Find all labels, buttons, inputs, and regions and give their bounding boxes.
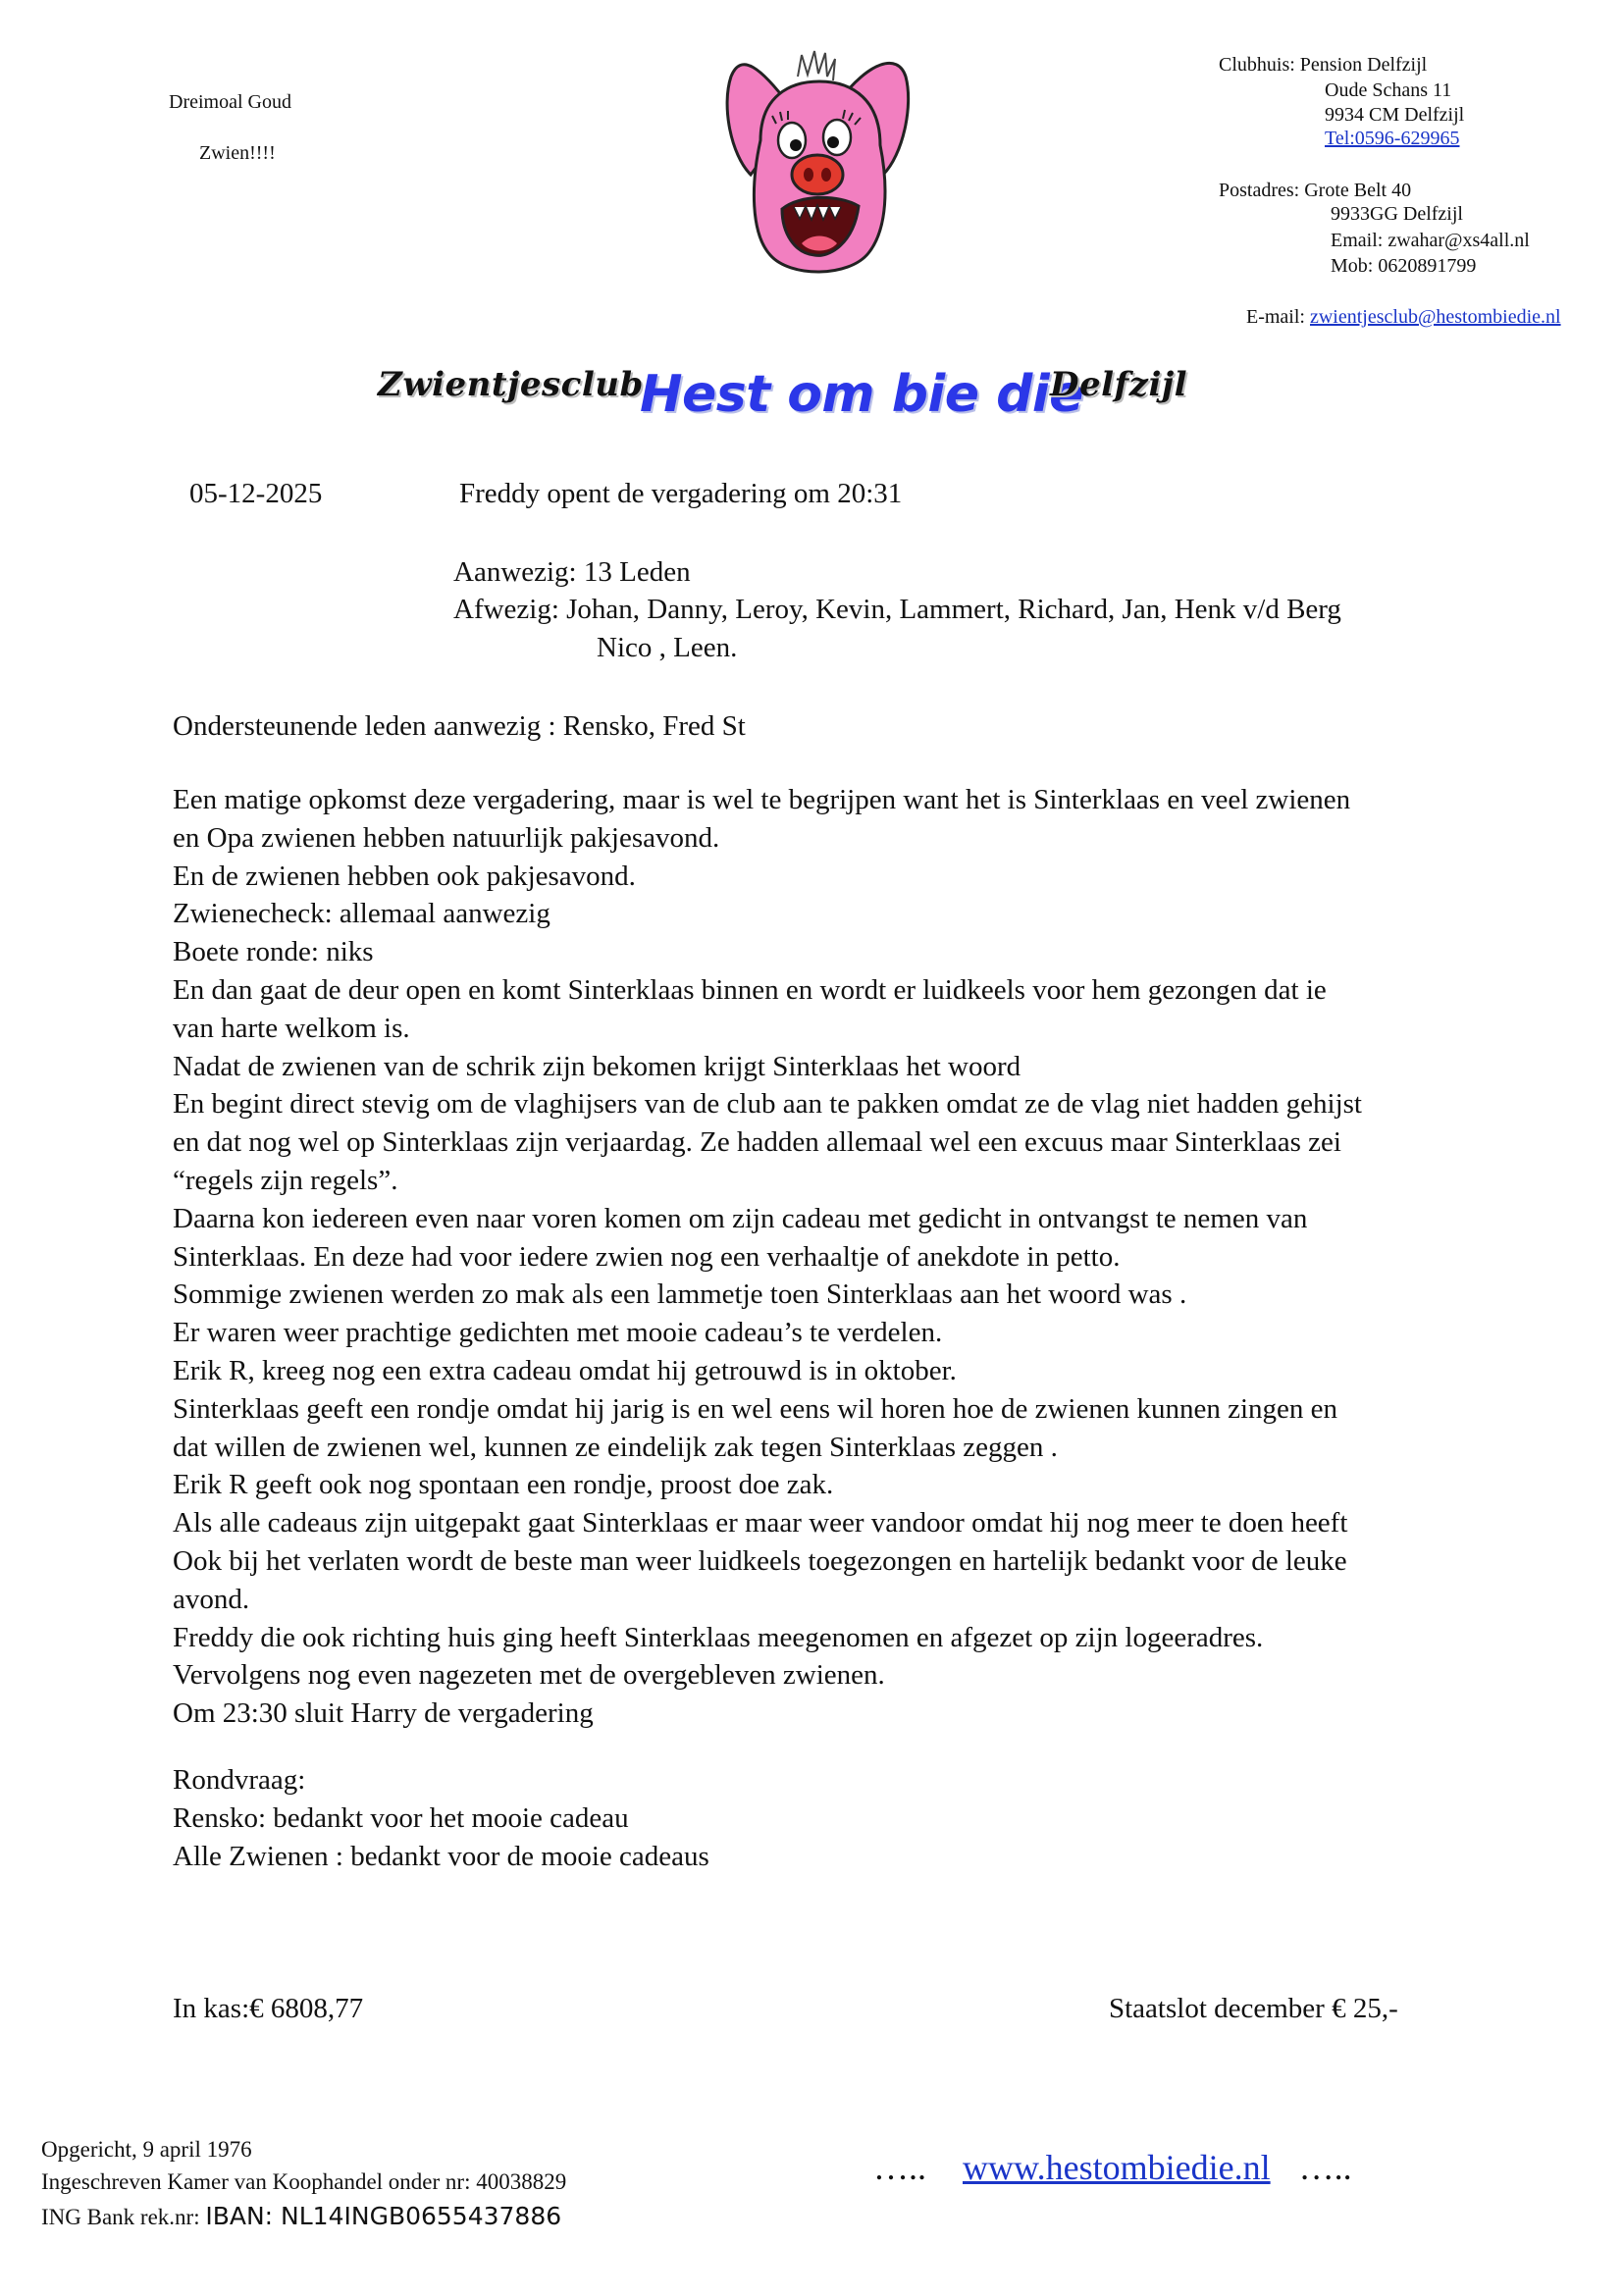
footer-bank-label: ING Bank rek.nr:	[41, 2205, 200, 2229]
minutes-line: avond.	[173, 1583, 250, 1615]
email-row	[1246, 305, 1561, 329]
minutes-line: Erik R, kreeg nog een extra cadeau omdat hij getrouwd is in oktober.	[173, 1354, 957, 1386]
minutes-line: Een matige opkomst deze vergadering, maar is wel te begrijpen want het is Sinterklaas en veel zwienen	[173, 784, 1351, 815]
minutes-line: “regels zijn regels”.	[173, 1164, 398, 1196]
postal-label: Postadres: Grote Belt 40	[1219, 180, 1412, 201]
state-lottery: Staatslot december € 25,-	[1109, 1993, 1398, 2024]
rondvraag-line: Alle Zwienen : bedankt voor de mooie cadeaus	[173, 1840, 709, 1872]
minutes-line: Er waren weer prachtige gedichten met mooie cadeau’s te verdelen.	[173, 1317, 943, 1349]
slogan-line-1: Dreimoal Goud	[169, 91, 291, 113]
footer-iban: IBAN: NL14INGB0655437886	[205, 2202, 562, 2230]
clubhouse-phone-link[interactable]: Tel:0596-629965	[1325, 128, 1460, 149]
minutes-line: En dan gaat de deur open en komt Sinterklaas binnen en wordt er luidkeels voor hem gezongen dat ie	[173, 973, 1327, 1006]
minutes-line: Om 23:30 sluit Harry de vergadering	[173, 1697, 594, 1730]
minutes-line: en Opa zwienen hebben natuurlijk pakjesavond.	[173, 821, 720, 854]
footer-bank	[41, 2202, 561, 2232]
minutes-line: En de zwienen hebben ook pakjesavond.	[173, 860, 636, 892]
minutes-line: Ook bij het verlaten wordt de beste man weer luidkeels toegezongen en hartelijk bedankt voor de leuke	[173, 1544, 1347, 1577]
minutes-line: Freddy die ook richting huis ging heeft Sinterklaas meegenomen en afgezet op zijn logeeradres.	[173, 1621, 1264, 1653]
rondvraag-heading: Rondvraag:	[173, 1764, 306, 1796]
attendance-absent-line-2: Nico , Leen.	[597, 632, 738, 663]
cash-balance: In kas:€ 6808,77	[173, 1993, 364, 2024]
meeting-date: 05-12-2025	[189, 478, 323, 509]
minutes-line: Boete ronde: niks	[173, 936, 374, 968]
minutes-line: en dat nog wel op Sinterklaas zijn verjaardag. Ze hadden allemaal wel een excuus maar Sinterklaas zei	[173, 1126, 1341, 1159]
slogan-line-2: Zwien!!!!	[199, 142, 276, 164]
email-link[interactable]: zwientjesclub@hestombiedie.nl	[1309, 306, 1561, 328]
minutes-line: Sinterklaas. En deze had voor iedere zwien nog een verhaaltje of anekdote in petto.	[173, 1240, 1121, 1273]
attendance-present: Aanwezig: 13 Leden	[453, 556, 691, 588]
minutes-body	[173, 781, 1362, 1733]
minutes-line: Als alle cadeaus zijn uitgepakt gaat Sinterklaas er maar weer vandoor omdat hij nog meer te doen heeft	[173, 1507, 1348, 1539]
footer-founded: Opgericht, 9 april 1976	[41, 2137, 252, 2162]
rondvraag-line: Rensko: bedankt voor het mooie cadeau	[173, 1801, 629, 1834]
title-right: Delfzijl	[1050, 365, 1188, 404]
website-row	[873, 2147, 1352, 2188]
meeting-opening: Freddy opent de vergadering om 20:31	[459, 478, 903, 509]
minutes-line: Sommige zwienen werden zo mak als een lammetje toen Sinterklaas aan het woord was .	[173, 1278, 1187, 1311]
postal-mobile: Mob: 0620891799	[1331, 255, 1477, 277]
minutes-line: Nadat de zwienen van de schrik zijn bekomen krijgt Sinterklaas het woord	[173, 1050, 1021, 1082]
minutes-line: Daarna kon iedereen even naar voren komen om zijn cadeau met gedicht in ontvangst te nemen van	[173, 1202, 1308, 1234]
minutes-line: van harte welkom is.	[173, 1012, 410, 1044]
pig-face-icon	[721, 47, 917, 283]
minutes-line: dat willen de zwienen wel, kunnen ze eindelijk zak tegen Sinterklaas zeggen .	[173, 1431, 1058, 1463]
supporting-members: Ondersteunende leden aanwezig : Rensko, Fred St	[173, 710, 746, 742]
clubhouse-city: 9934 CM Delfzijl	[1325, 104, 1465, 126]
minutes-line: Sinterklaas geeft een rondje omdat hij jarig is en wel eens wil horen hoe de zwienen kunnen zingen en	[173, 1392, 1337, 1425]
minutes-line: Vervolgens nog even nagezeten met de overgebleven zwienen.	[173, 1659, 885, 1692]
attendance-absent-line-1: Afwezig: Johan, Danny, Leroy, Kevin, Lammert, Richard, Jan, Henk v/d Berg	[453, 594, 1341, 625]
clubhouse-street: Oude Schans 11	[1325, 79, 1452, 101]
website-dots-right: …..	[1298, 2148, 1352, 2187]
footer-kvk: Ingeschreven Kamer van Koophandel onder nr: 40038829	[41, 2169, 567, 2194]
postal-city: 9933GG Delfzijl	[1331, 203, 1463, 225]
website-dots-left: …..	[873, 2148, 926, 2187]
minutes-line: En begint direct stevig om de vlaghijsers van de club aan te pakken omdat ze de vlag niet hadden gehijst	[173, 1088, 1362, 1121]
website-link[interactable]: www.hestombiedie.nl	[963, 2148, 1271, 2187]
postal-email: Email: zwahar@xs4all.nl	[1331, 230, 1530, 251]
title-left: Zwientjesclub	[378, 365, 644, 404]
minutes-line: Erik R geeft ook nog spontaan een rondje, proost doe zak.	[173, 1469, 834, 1501]
minutes-line: Zwienecheck: allemaal aanwezig	[173, 898, 550, 930]
rondvraag-section	[173, 1761, 709, 1875]
email-label: E-mail:	[1246, 306, 1305, 328]
clubhouse-label: Clubhuis: Pension Delfzijl	[1219, 54, 1428, 76]
club-name: Hest om bie die	[640, 365, 1083, 424]
